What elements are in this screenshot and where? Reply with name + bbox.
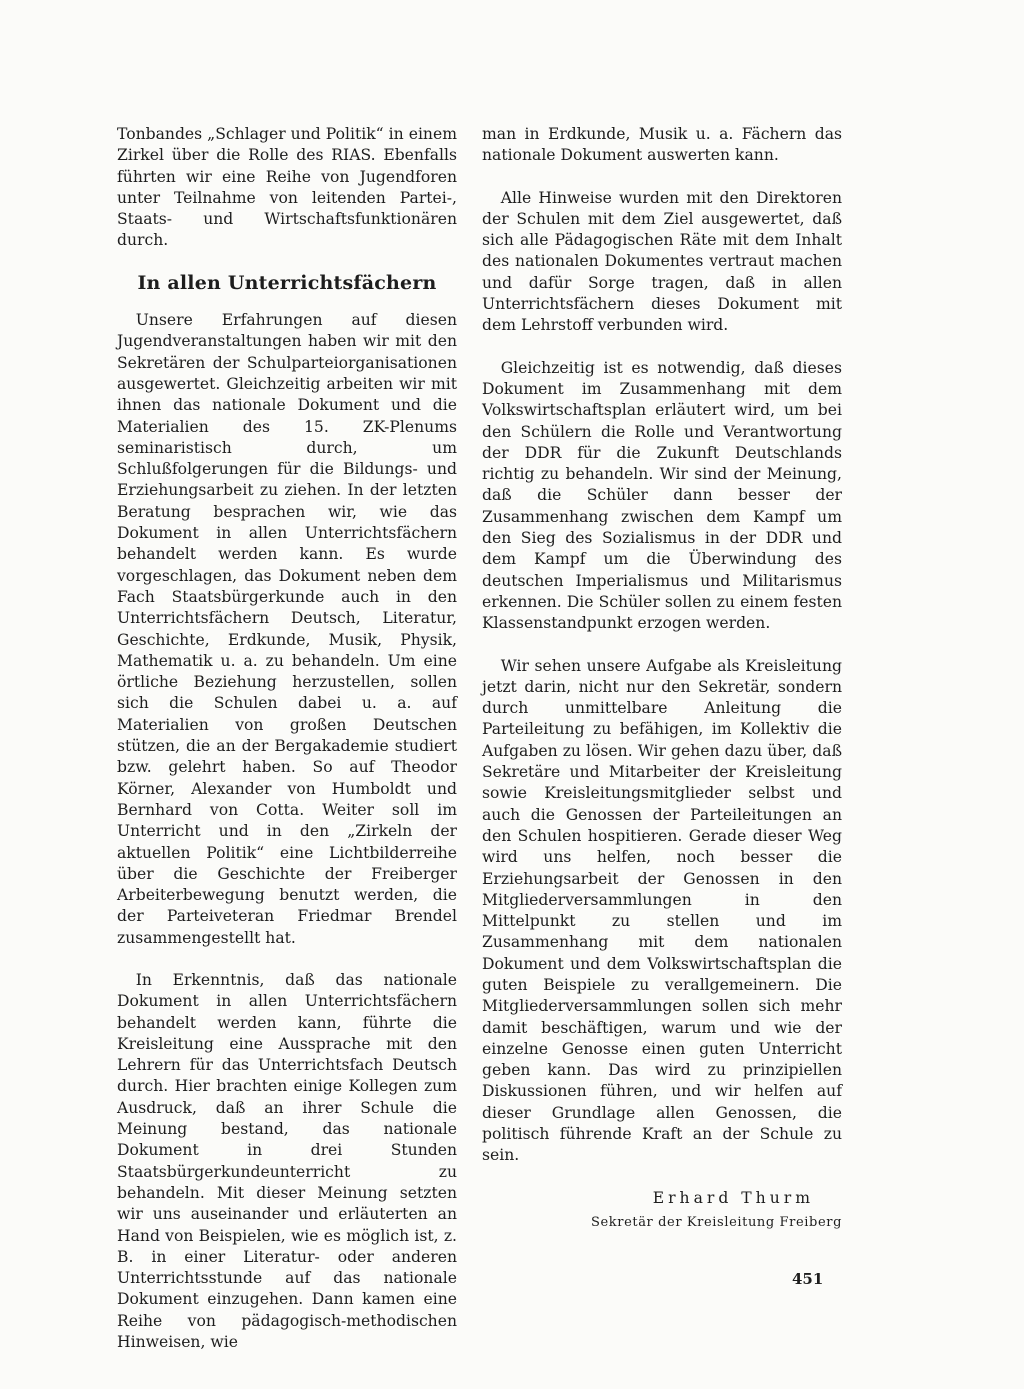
section-heading: In allen Unterrichtsfächern: [137, 271, 437, 294]
paragraph-continued: man in Erdkunde, Musik u. a. Fächern das nationale Dokument auswerten kann.: [482, 125, 842, 165]
paragraph: Unsere Erfahrungen auf diesen Jugendveranstaltungen haben wir mit den Sekretären der Schulparteiorganisationen ausgewertet. Gleichzeitig arbeiten wir mit ihnen das nationale Dokument und die Materialien des 15. ZK-Plenums seminaristisch durch, um Schlußfolgerungen für die Bildungs- und Erziehungsarbeit zu ziehen. In der letzten Beratung besprachen wir, wie das Dokument in allen Unterrichtsfächern behandelt werden kann. Es wurde vorgeschlagen, das Dokument neben dem Fach Staatsbürgerkunde auch in den Unterrichtsfächern Deutsch, Literatur, Geschichte, Erdkunde, Musik, Physik, Mathematik u. a. zu behandeln. Um eine örtliche Beziehung herzustellen, sollen sich die Schulen dabei u. a. auf Materialien von großen Deutschen stützen, die an der Bergakademie studiert bzw. gelehrt haben. So auf Theodor Körner, Alexander von Humboldt und Bernhard von Cotta. Weiter soll im Unterricht und in den „Zirkeln der aktuellen Politik“ eine Lichtbilderreihe über die Geschichte der Freiberger Arbeiterbewegung benutzt werden, die der Parteiveteran Friedmar Brendel zusammengestellt hat.: [117, 311, 457, 947]
author-name: Erhard Thurm: [652, 1188, 814, 1207]
page-number: 451: [792, 1270, 824, 1288]
paragraph-intro: Tonbandes „Schlager und Politik“ in einem Zirkel über die Rolle des RIAS. Ebenfalls führten wir eine Reihe von Jugendforen unter Teilnahme von leitenden Partei-, Staats- und Wirtschaftsfunktionären durch.: [117, 125, 457, 250]
paragraph: Gleichzeitig ist es notwendig, daß dieses Dokument im Zusammenhang mit dem Volkswirtschaftsplan erläutert wird, um bei den Schülern die Rolle und Verantwortung der DDR für die Zukunft Deutschlands richtig zu behandeln. Wir sind der Meinung, daß die Schüler dann besser der Zusammenhang zwischen dem Kampf um den Sieg des Sozialismus in der DDR und dem Kampf um die Überwindung des deutschen Imperialismus und Militarismus erkennen. Die Schüler sollen zu einem festen Klassenstandpunkt erzogen werden.: [482, 358, 842, 633]
paragraph: In Erkenntnis, daß das nationale Dokument in allen Unterrichtsfächern behandelt werden kann, führte die Kreisleitung eine Aussprache mit den Lehrern für das Unterrichtsfach Deutsch durch. Hier brachten einige Kollegen zum Ausdruck, daß an ihrer Schule die Meinung bestand, das nationale Dokument in drei Stunden Staatsbürgerkundeunterricht zu behandeln. Mit dieser Meinung setzten wir uns auseinander und erläuterten an Hand von Beispielen, wie es möglich ist, z. B. in einer Literatur- oder anderen Unterrichtsstunde auf das nationale Dokument einzugehen. Dann kamen eine Reihe von pädagogisch-methodischen Hinweisen, wie: [117, 970, 457, 1352]
paragraph: Alle Hinweise wurden mit den Direktoren der Schulen mit dem Ziel ausgewertet, daß sich alle Pädagogischen Räte mit dem Inhalt des nationalen Dokumentes vertraut machen und dafür Sorge tragen, daß in allen Unterrichtsfächern dieses Dokument mit dem Lehrstoff verbunden wird.: [482, 188, 842, 335]
paragraph: Wir sehen unsere Aufgabe als Kreisleitung jetzt darin, nicht nur den Sekretär, sondern durch unmittelbare Anleitung die Parteileitung zu befähigen, im Kollektiv die Aufgaben zu lösen. Wir gehen dazu über, daß Sekretäre und Mitarbeiter der Kreisleitung sowie Kreisleitungsmitglieder selbst und auch die Genossen der Parteileitungen an den Schulen hospitieren. Gerade dieser Weg wird uns helfen, noch besser die Erziehungsarbeit der Genossen in den Mitgliederversammlungen in den Mittelpunkt zu stellen und im Zusammenhang mit dem nationalen Dokument und dem Volkswirtschaftsplan die guten Beispiele zu verallgemeinern. Die Mitgliederversammlungen sollen sich mehr damit beschäftigen, warum und wie der einzelne Genosse einen guten Unterricht geben kann. Das wird zu prinzipiellen Diskussionen führen, und wir helfen auf dieser Grundlage allen Genossen, die politisch führende Kraft an der Schule zu sein.: [482, 656, 842, 1165]
signature-block: [482, 1188, 842, 1234]
author-role: Sekretär der Kreisleitung Freiberg: [591, 1214, 842, 1230]
right-column: [482, 124, 842, 1233]
left-column: [117, 124, 457, 1374]
